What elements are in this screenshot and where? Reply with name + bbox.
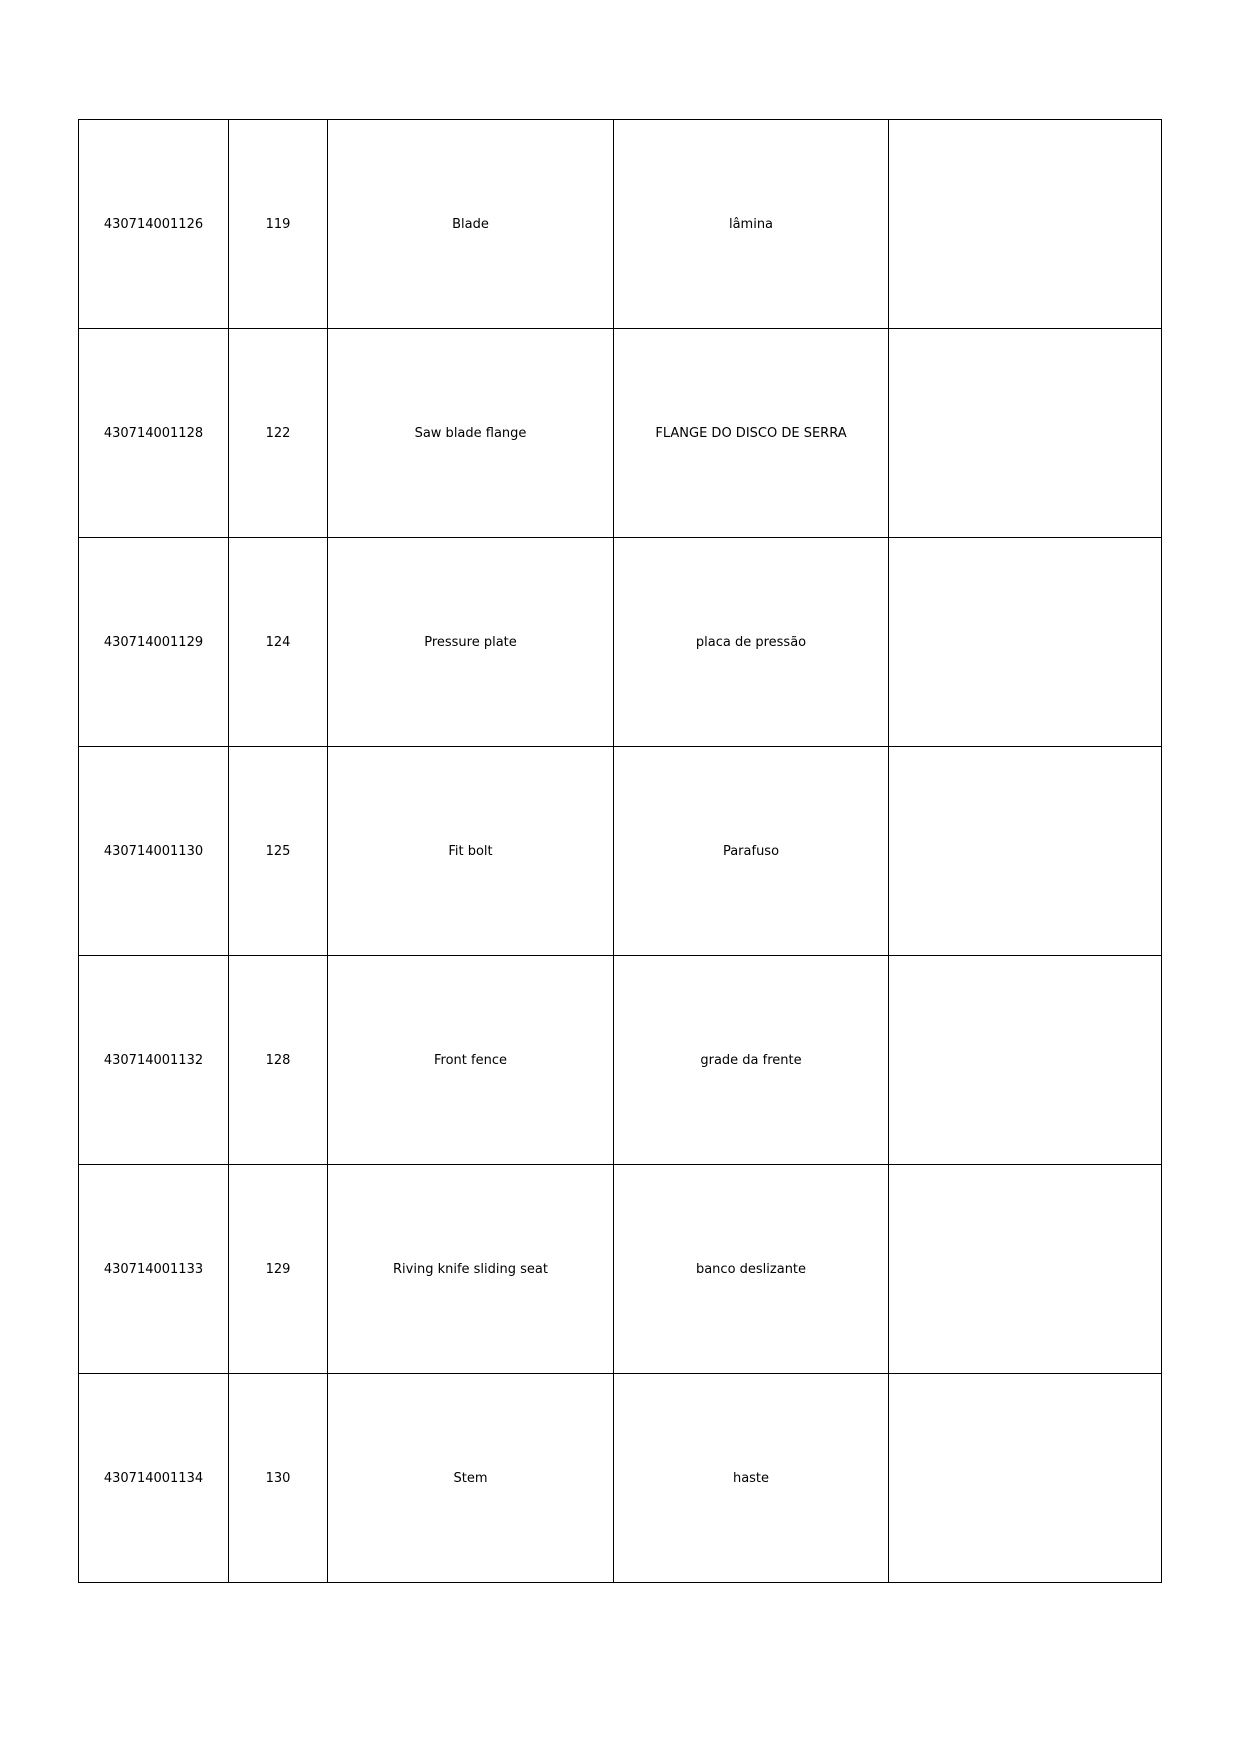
table-row [79,956,1162,1165]
english-name-cell: Riving knife sliding seat [328,1165,614,1374]
part-code-cell: 430714001129 [79,538,229,747]
item-number-cell: 122 [229,329,328,538]
portuguese-name-cell: FLANGE DO DISCO DE SERRA [614,329,889,538]
english-name-cell: Stem [328,1374,614,1583]
item-number-cell: 129 [229,1165,328,1374]
portuguese-name-cell: placa de pressão [614,538,889,747]
empty-cell [889,1374,1162,1583]
part-code-cell: 430714001126 [79,120,229,329]
part-code-cell: 430714001128 [79,329,229,538]
table-row [79,329,1162,538]
portuguese-name-cell: grade da frente [614,956,889,1165]
empty-cell [889,956,1162,1165]
english-name-cell: Front fence [328,956,614,1165]
empty-cell [889,1165,1162,1374]
english-name-cell: Saw blade flange [328,329,614,538]
item-number-cell: 119 [229,120,328,329]
table-row [79,747,1162,956]
english-name-cell: Pressure plate [328,538,614,747]
empty-cell [889,329,1162,538]
empty-cell [889,538,1162,747]
item-number-cell: 125 [229,747,328,956]
table-row [79,120,1162,329]
part-code-cell: 430714001130 [79,747,229,956]
table-row [79,1374,1162,1583]
item-number-cell: 130 [229,1374,328,1583]
item-number-cell: 128 [229,956,328,1165]
portuguese-name-cell: Parafuso [614,747,889,956]
item-number-cell: 124 [229,538,328,747]
english-name-cell: Blade [328,120,614,329]
part-code-cell: 430714001132 [79,956,229,1165]
part-code-cell: 430714001133 [79,1165,229,1374]
portuguese-name-cell: banco deslizante [614,1165,889,1374]
portuguese-name-cell: haste [614,1374,889,1583]
part-code-cell: 430714001134 [79,1374,229,1583]
empty-cell [889,747,1162,956]
table-row [79,1165,1162,1374]
parts-table [78,119,1162,1583]
english-name-cell: Fit bolt [328,747,614,956]
empty-cell [889,120,1162,329]
portuguese-name-cell: lâmina [614,120,889,329]
table-row [79,538,1162,747]
